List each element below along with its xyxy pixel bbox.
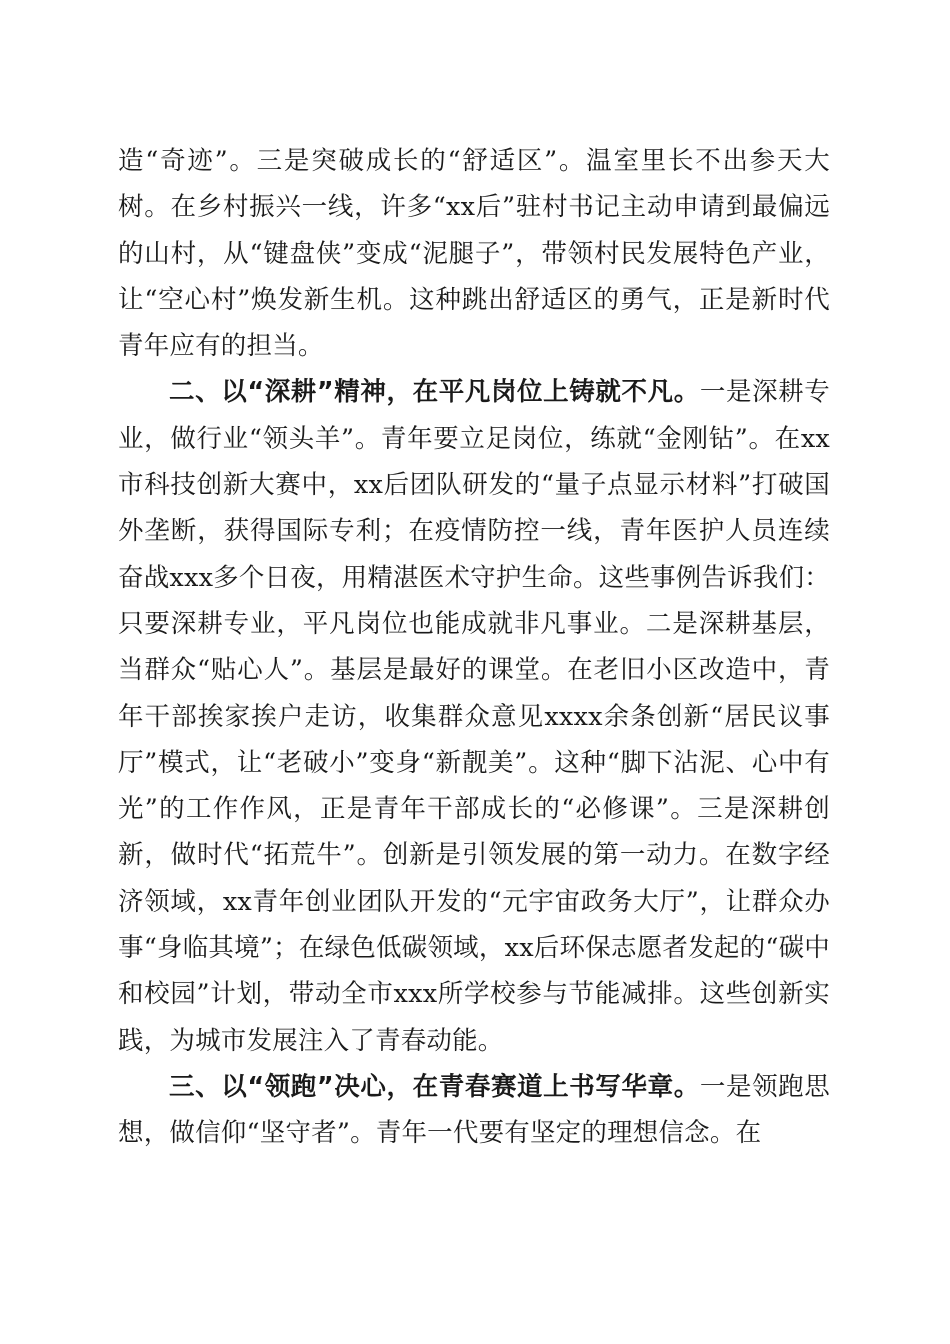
- paragraph-body: 一是深耕专业，做行业“领头羊”。青年要立足岗位，练就“金刚钻”。在xx市科技创新大赛中，xx后团队研发的“量子点显示材料”打破国外垄断，获得国际专利；在疫情防控一线，青年医护人员连续奋战xxx多个日夜，用精湛医术守护生命。这些事例告诉我们：只要深耕专业，平凡岗位也能成就非凡事业。二是深耕基层，当群众“贴心人”。基层是最好的课堂。在老旧小区改造中，青年干部挨家挨户走访，收集群众意见xxxx余条创新“居民议事厅”模式，让“老破小”变身“新靓美”。这种“脚下沾泥、心中有光”的工作作风，正是青年干部成长的“必修课”。三是深耕创新，做时代“拓荒牛”。创新是引领发展的第一动力。在数字经济领域，xx青年创业团队开发的“元宇宙政务大厅”，让群众办事“身临其境”；在绿色低碳领域，xx后环保志愿者发起的“碳中和校园”计划，带动全市xxx所学校参与节能减排。这些创新实践，为城市发展注入了青春动能。: [118, 377, 830, 1056]
- section-three-heading: 三、以“领跑”决心，在青春赛道上书写华章。: [169, 1071, 700, 1102]
- section-two-paragraph: [118, 369, 830, 1063]
- section-two-heading: 二、以“深耕”精神，在平凡岗位上铸就不凡。: [169, 377, 700, 408]
- paragraph-continuation: [118, 138, 830, 369]
- paragraph-body: 一是领跑思想，做信仰“坚守者”。青年一代要有坚定的理想信念。在: [118, 1071, 830, 1149]
- paragraph-body: 造“奇迹”。三是突破成长的“舒适区”。温室里长不出参天大树。在乡村振兴一线，许多“xx后”驻村书记主动申请到最偏远的山村，从“键盘侠”变成“泥腿子”，带领村民发展特色产业，让“空心村”焕发新生机。这种跳出舒适区的勇气，正是新时代青年应有的担当。: [118, 146, 830, 362]
- section-three-paragraph: [118, 1064, 830, 1157]
- document-body: [118, 138, 830, 1157]
